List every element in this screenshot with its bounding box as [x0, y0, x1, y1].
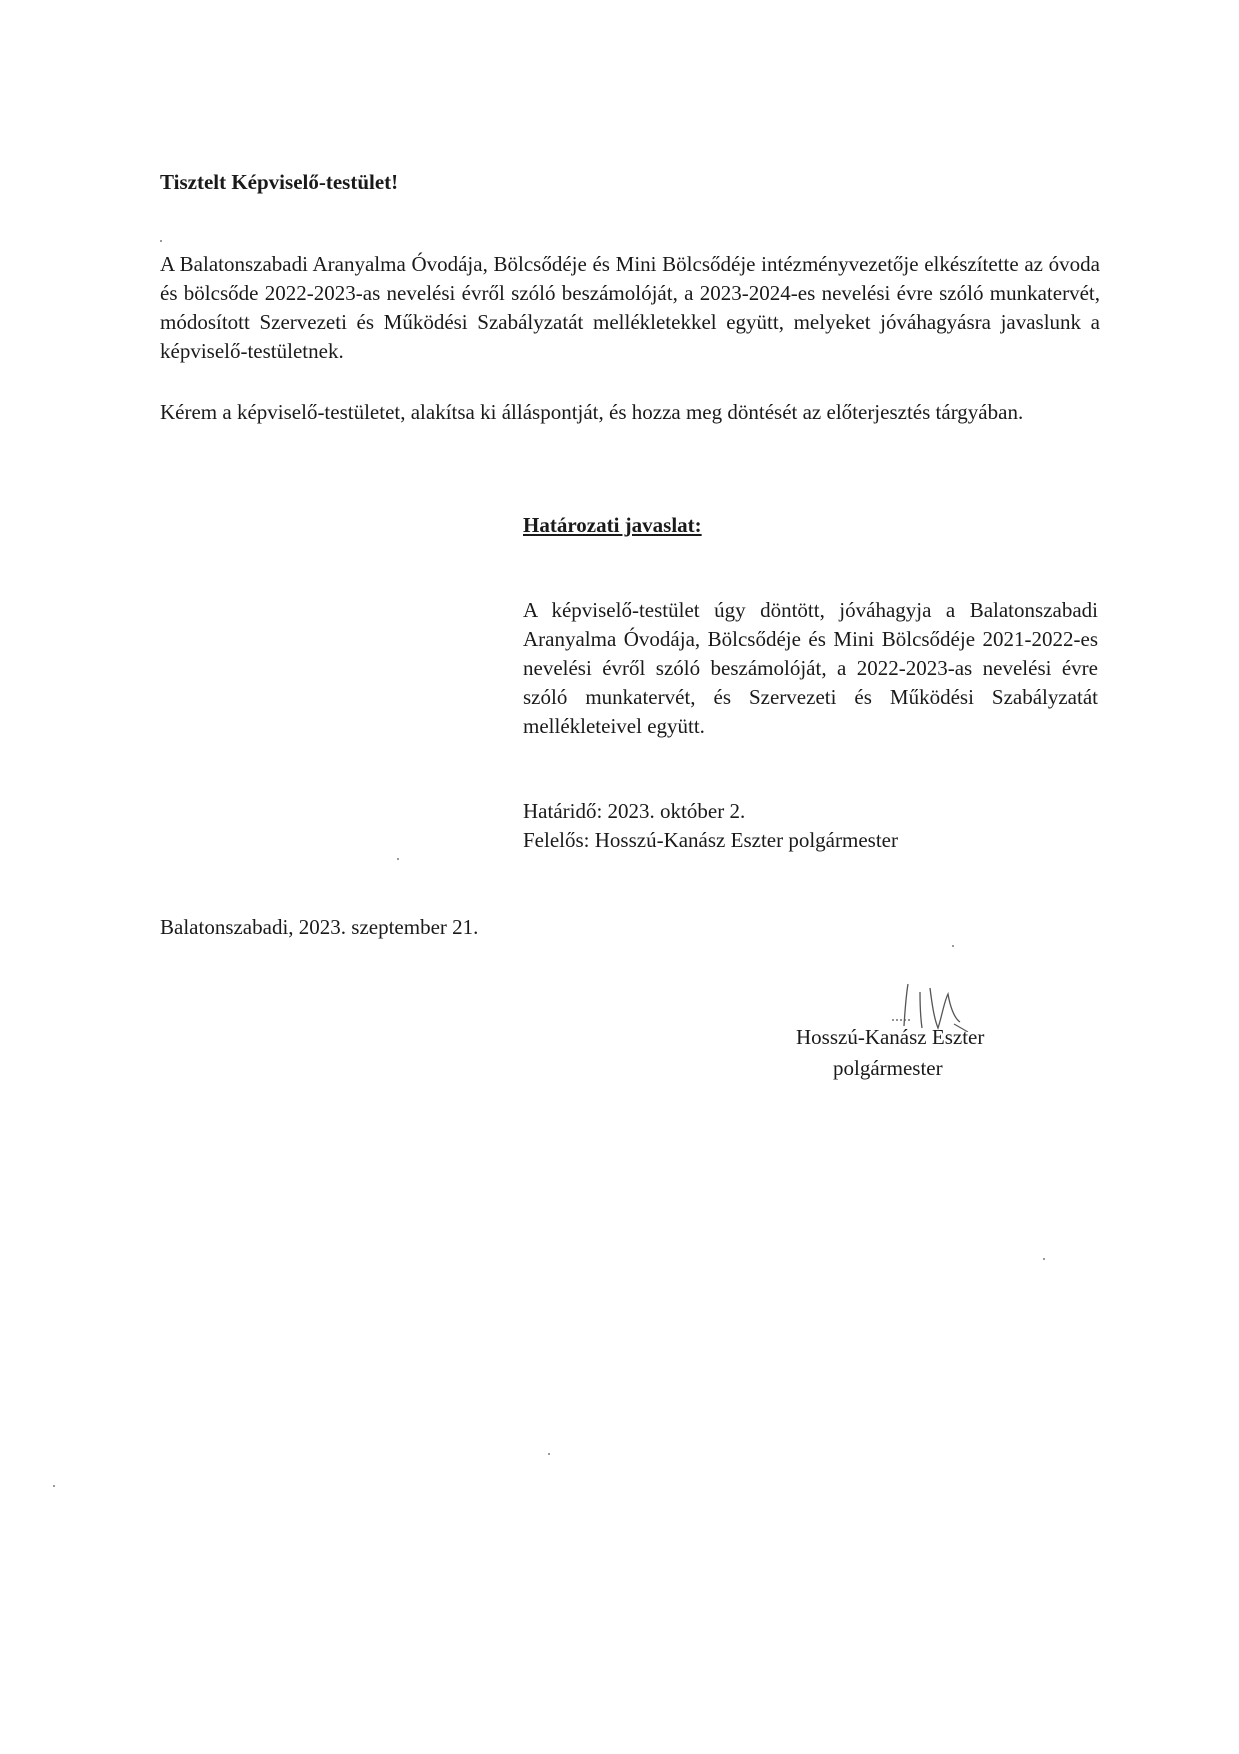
scan-speck	[397, 858, 399, 860]
scan-speck	[952, 945, 954, 947]
signer-name: Hosszú-Kanász Eszter	[796, 1025, 985, 1049]
scan-speck	[1043, 1258, 1045, 1260]
proposal-body: A képviselő-testület úgy döntött, jóváhagyja a Balatonszabadi Aranyalma Óvodája, Bölcsődéje és Mini Bölcsődéje 2021-2022-es nevelési évről szóló beszámolóját, a 2022-2023-as nevelési évre szóló munkatervét, és Szervezeti és Működési Szabályzatát mellékleteivel együtt.	[523, 598, 1098, 738]
greeting: Tisztelt Képviselő-testület!	[160, 170, 399, 194]
proposal-heading: Határozati javaslat:	[523, 513, 702, 537]
responsible-line: Felelős: Hosszú-Kanász Eszter polgármester	[523, 828, 898, 852]
intro-paragraph: A Balatonszabadi Aranyalma Óvodája, Bölcsődéje és Mini Bölcsődéje intézményvezetője elkészítette az óvoda és bölcsőde 2022-2023-as nevelési évről szóló beszámolóját, a 2023-2024-es nevelési évre szóló munkatervét, módosított Szervezeti és Működési Szabályzatát mellékletekkel együtt, melyeket jóváhagyásra javaslunk a képviselő-testületnek.	[160, 252, 1100, 363]
deadline-line: Határidő: 2023. október 2.	[523, 799, 746, 823]
scan-speck	[160, 240, 162, 242]
scan-speck	[548, 1453, 550, 1455]
handwritten-signature	[884, 972, 984, 1032]
request-paragraph: Kérem a képviselő-testületet, alakítsa ki álláspontját, és hozza meg döntését az előterjesztés tárgyában.	[160, 400, 1024, 424]
scan-speck	[53, 1485, 55, 1487]
signer-title: polgármester	[833, 1056, 943, 1080]
place-date: Balatonszabadi, 2023. szeptember 21.	[160, 915, 479, 939]
